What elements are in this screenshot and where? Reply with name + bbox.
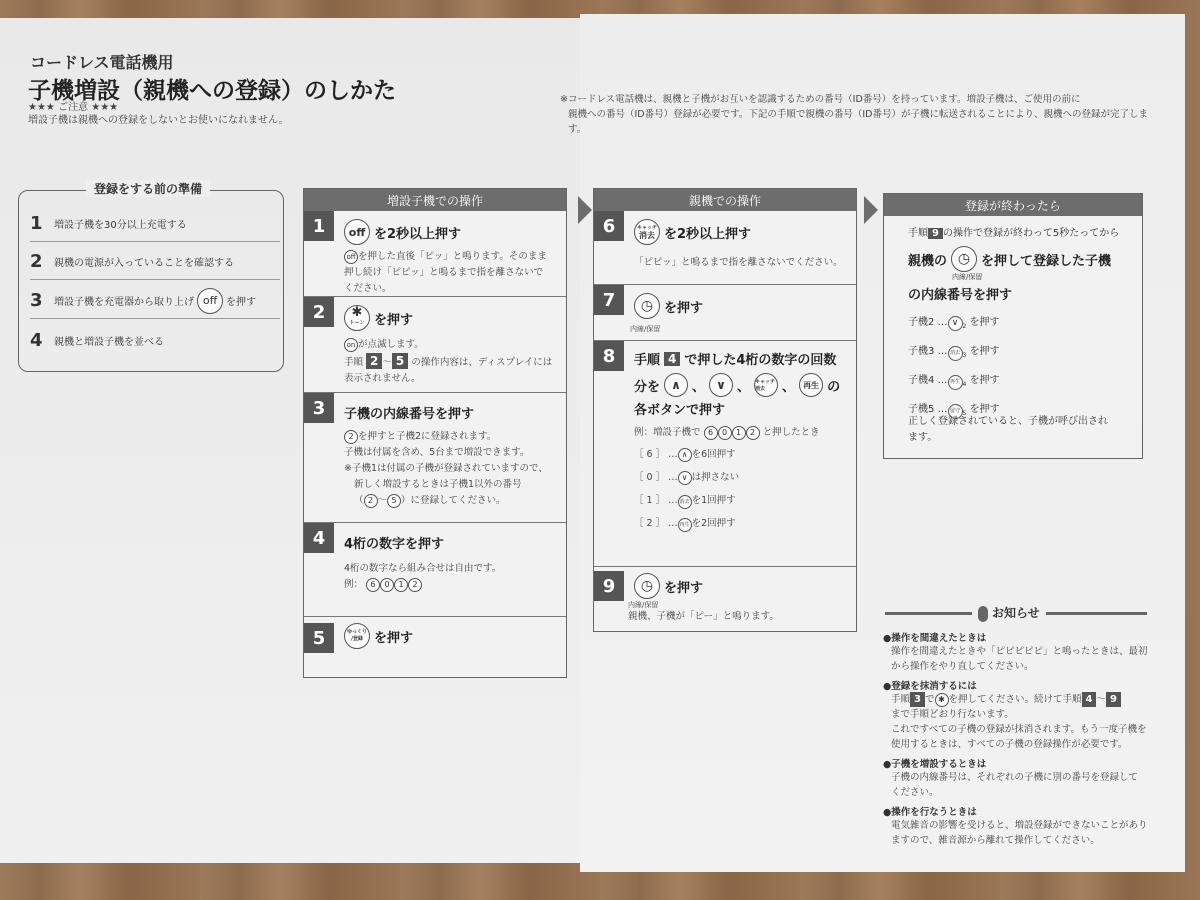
up-key-icon: ∧	[664, 373, 688, 397]
step-body	[634, 425, 820, 532]
step-ref: 4	[1082, 692, 1097, 707]
step-title: 分を ∧ 、 ∨ 、 キャッチ消去 、 再生 の	[634, 373, 840, 397]
body-line: を押した直後「ピッ」と鳴ります。そのまま	[358, 251, 547, 262]
off-key-icon: off	[344, 219, 370, 245]
step-title-text: を2秒以上押す	[374, 226, 462, 242]
step-4	[304, 523, 566, 617]
body-line: 押し続け「ピピッ」と鳴るまで指を離さないで	[344, 267, 544, 278]
step-title	[634, 349, 836, 368]
prep-item-text: 親機と増設子機を並べる	[54, 336, 164, 348]
step-ref: 9	[1106, 692, 1121, 707]
panel-header: 増設子機での操作	[304, 189, 566, 211]
extension-label: 子機5 …	[908, 404, 948, 415]
body-text: 親機の	[908, 253, 948, 269]
example-action: を1回押す	[691, 495, 736, 506]
step-title-text: を押す	[374, 630, 414, 646]
example-action: を2回押す	[691, 518, 736, 529]
body-text: の操作内容は、ディスプレイには	[411, 357, 553, 368]
step-7	[594, 285, 856, 341]
step-title-text: を押す	[374, 312, 414, 328]
extension-label: 子機4 …	[908, 375, 948, 386]
catch-delete-key-icon: 消去	[948, 346, 963, 361]
body-text: 手順	[891, 694, 911, 705]
example-digit: ［ 0 ］ …	[634, 472, 678, 483]
step-title-text: を押す	[664, 300, 704, 316]
body-text: を押して登録した子機	[981, 253, 1112, 269]
body-text: と押したとき	[762, 427, 820, 438]
body-text: 手順	[344, 357, 364, 368]
digit-key-icon: 1	[394, 578, 408, 592]
step-number: 6	[594, 211, 624, 241]
step-title-text: 分を	[634, 379, 661, 395]
step-title-text: 手順	[634, 353, 661, 368]
id-note-line: ※コードレス電話機は、親機と子機がお互いを認識するための番号（ID番号）を持っています。増設子機は、ご使用の前に	[560, 94, 1081, 105]
child-operation-panel	[303, 188, 567, 678]
step-title: 4桁の数字を押す	[344, 537, 445, 552]
page-title: 子機増設（親機への登録）のしかた	[28, 78, 396, 104]
digit-key-icon: 2	[408, 578, 422, 592]
notice-title-text: お知らせ	[992, 606, 1040, 620]
id-note-line: 親機への番号（ID番号）登録が必要です。下記の手順で親機の番号（ID番号）が子機に転送されることにより、親機への登録が完了します。	[568, 109, 1148, 135]
step-body: 2 を押すと子機2に登録されます。 子機は付属を含め、5台まで増設できます。 ※子機1は付属の子機が登録されていますので、 新しく増設するときは子機1以外の番号 （ 2 〜 5 ）に登録してください。	[344, 431, 548, 506]
step-title-text: を2秒以上押す	[664, 226, 752, 242]
body-line: 4桁の数字なら組み合せは自由です。	[344, 563, 502, 574]
notice-line: から操作をやり直してください。	[891, 661, 1034, 672]
extension-label: 子機3 …	[908, 346, 948, 357]
notice-heading: ●操作を間違えたときは	[883, 633, 987, 644]
key-label-bottom: 消去	[639, 231, 655, 240]
notice-line: これですべての子機の登録が抹消されます。もう一度子機を	[891, 724, 1147, 735]
body-text: を押す	[969, 404, 1000, 415]
step-9	[594, 567, 856, 631]
prep-item-text: 増設子機を30分以上充電する	[54, 220, 187, 231]
step-8	[594, 341, 856, 567]
step-ref: 3	[910, 692, 925, 707]
key-label-bottom: /登録	[351, 636, 363, 642]
prep-item-number: 2	[30, 251, 43, 272]
catch-delete-key-icon: 消去	[678, 495, 692, 509]
tone-key-icon	[344, 305, 370, 331]
key-caption: 内線/保留	[628, 601, 659, 609]
notice-list	[883, 630, 1153, 848]
body-text: 例：増設子機で	[634, 427, 701, 438]
example-action: を6回押す	[691, 449, 736, 460]
subtitle: コードレス電話機用	[30, 53, 174, 72]
step-6	[594, 211, 856, 285]
down-key-icon: ∨	[678, 471, 692, 485]
step-number: 3	[304, 393, 334, 423]
caution-text: 増設子機は親機への登録をしないとお使いになれません。	[28, 115, 289, 126]
done-instruction	[908, 246, 1111, 272]
prep-item-text: 親機の電源が入っていることを確認する	[54, 258, 234, 269]
step-ref: 4	[664, 352, 680, 366]
example-digit: ［ 1 ］ …	[634, 495, 678, 506]
digit-key-icon: 0	[718, 426, 732, 440]
notice-heading: ●登録を抹消するには	[883, 681, 977, 692]
notice-line: 子機の内線番号は、それぞれの子機に別の番号を登録して	[891, 772, 1139, 783]
key-digit: 4	[962, 381, 967, 388]
notice-line: 電気雑音の影響を受けると、増設登録ができないことがあり	[891, 820, 1148, 831]
down-key-icon: ∨	[948, 316, 963, 331]
body-text: 手順	[908, 228, 928, 239]
extension-label: 子機2 …	[908, 317, 948, 328]
arrow-right-icon	[864, 196, 878, 224]
key-caption: 内線/保留	[952, 273, 983, 281]
tone-key-symbol: ✱	[351, 305, 363, 320]
slow-register-key-icon	[344, 623, 370, 649]
prep-item-number: 3	[30, 290, 43, 311]
extension-list	[908, 310, 1000, 426]
prep-item-suffix: を押す	[226, 297, 256, 308]
example-digit: ［ 6 ］ …	[634, 449, 678, 460]
step-number: 5	[304, 623, 334, 653]
panel-header: 登録が終わったら	[884, 194, 1142, 216]
step-title: 子機の内線番号を押す	[344, 407, 475, 422]
body-line: 表示されません。	[344, 373, 421, 384]
step-title	[344, 305, 413, 331]
notice-title	[972, 604, 1046, 622]
step-ref: 5	[392, 353, 408, 369]
up-key-icon: ∧	[678, 448, 692, 462]
tone-key-icon: ✱	[935, 693, 949, 707]
step-3	[304, 393, 566, 523]
body-line: 子機は付属を含め、5台まで増設できます。	[344, 447, 530, 458]
play-key-icon: 再生	[948, 375, 963, 390]
step-title	[634, 573, 703, 599]
notice-heading: ●操作を行なうときは	[883, 807, 977, 818]
digit-key-icon: 0	[380, 578, 394, 592]
body-text: 例：	[344, 579, 364, 590]
digit-key-icon: 2	[344, 430, 358, 444]
step-title-text: の	[827, 379, 841, 395]
on-indicator-icon: on	[344, 338, 358, 352]
prep-item	[30, 322, 280, 358]
digit-key-icon: 2	[364, 494, 378, 508]
step-title	[634, 219, 751, 245]
key-digit: 5	[962, 410, 967, 417]
step-ref: 9	[928, 228, 943, 239]
body-text: を押す	[969, 375, 1000, 386]
body-line: ます。	[908, 432, 938, 443]
body-text: を押してください。続けて手順	[948, 694, 1082, 705]
step-ref: 2	[366, 353, 382, 369]
notice-line: ますので、雑音源から離れて操作してください。	[891, 835, 1100, 846]
play-key-icon: 再生	[678, 518, 692, 532]
step-title: 各ボタンで押す	[634, 403, 726, 418]
done-instruction: の内線番号を押す	[908, 288, 1013, 303]
body-text: 〜	[382, 357, 392, 368]
parent-operation-panel	[593, 188, 857, 632]
digit-key-icon: 6	[366, 578, 380, 592]
after-registration-panel	[883, 193, 1143, 459]
step-title	[344, 623, 413, 649]
step-body	[344, 337, 552, 387]
catch-delete-key-icon	[634, 219, 660, 245]
notice-line: 手順 3 で ✱ を押してください。続けて手順 4 〜 9	[883, 692, 1153, 707]
catch-delete-key-icon: キャッチ消去	[754, 373, 778, 397]
tone-key-label: トーン	[349, 320, 365, 326]
down-key-icon: ∨	[709, 373, 733, 397]
off-key-icon: off	[344, 250, 358, 264]
body-text: に登録してください。	[410, 495, 506, 506]
intercom-hold-key-icon: ◷	[634, 573, 660, 599]
body-line: 新しく増設するときは子機1以外の番号	[354, 479, 522, 490]
key-label-top: ゆっくり	[347, 629, 367, 635]
step-body: 親機、子機が「ピー」と鳴ります。	[628, 611, 779, 622]
done-intro	[908, 224, 1119, 239]
step-title	[344, 219, 461, 245]
panel-header: 親機での操作	[594, 189, 856, 211]
step-number: 2	[304, 297, 334, 327]
answering-key-icon: 留守	[948, 404, 963, 419]
digit-key-icon: 6	[704, 426, 718, 440]
step-number: 9	[594, 571, 624, 601]
notice-line: 操作を間違えたときや「ピピピピピ」と鳴ったときは、最初	[891, 646, 1148, 657]
step-number: 8	[594, 341, 624, 371]
body-text: を押す	[969, 317, 1000, 328]
body-line: を押すと子機2に登録されます。	[358, 431, 497, 442]
digit-key-icon: 2	[746, 426, 760, 440]
step-title-text: で押した4桁の数字の回数	[684, 353, 837, 368]
step-title-text: を押す	[664, 580, 704, 596]
step-number: 4	[304, 523, 334, 553]
body-line: ください。	[344, 283, 392, 294]
step-body	[344, 561, 501, 593]
notice-line: ください。	[891, 787, 939, 798]
microphone-icon	[978, 606, 988, 622]
notice-line: 使用するときは、すべての子機の登録操作が必要です。	[891, 739, 1128, 750]
arrow-right-icon	[578, 196, 592, 224]
play-key-icon: 再生	[799, 373, 823, 397]
id-number-note	[560, 92, 1160, 137]
caution-heading: ★★★ ご注意 ★★★	[28, 102, 119, 113]
body-line: 正しく登録されていると、子機が呼び出され	[908, 416, 1108, 427]
key-digit: 2	[962, 323, 967, 330]
example-action: は押さない	[691, 472, 740, 483]
step-1	[304, 211, 566, 297]
prep-item-number: 1	[30, 213, 43, 234]
body-line: ※子機1は付属の子機が登録されていますので、	[344, 463, 548, 474]
intercom-hold-key-icon: ◷	[951, 246, 977, 272]
done-footer	[908, 414, 1108, 446]
notice-heading: ●子機を増設するときは	[883, 759, 987, 770]
body-line: が点滅します。	[358, 339, 424, 350]
preparation-title: 登録をする前の準備	[86, 180, 210, 197]
step-body	[344, 249, 547, 297]
step-title	[634, 293, 703, 319]
digit-key-icon: 1	[732, 426, 746, 440]
intercom-hold-key-icon: ◷	[634, 293, 660, 319]
step-2	[304, 297, 566, 393]
prep-item-number: 4	[30, 329, 43, 351]
example-digit: ［ 2 ］ …	[634, 518, 678, 529]
notice-line: まで手順どおり行ないます。	[891, 709, 1014, 720]
body-text: を押す	[969, 346, 1000, 357]
key-caption: 内線/保留	[630, 325, 661, 333]
step-body: 「ピピッ」と鳴るまで指を離さないでください。	[634, 257, 843, 268]
digit-key-icon: 5	[387, 494, 401, 508]
body-text: で	[924, 694, 935, 705]
prep-item	[30, 206, 280, 242]
step-number: 1	[304, 211, 334, 241]
step-5	[304, 617, 566, 677]
off-key-icon: off	[197, 288, 223, 314]
key-label-top: キャッチ	[636, 225, 657, 231]
body-text: の操作で登録が終わって5秒たってから	[942, 228, 1120, 239]
prep-item	[30, 283, 280, 319]
step-number: 7	[594, 285, 624, 315]
prep-item	[30, 244, 280, 280]
key-digit: 3	[962, 352, 967, 359]
prep-item-text: 増設子機を充電器から取り上げ	[54, 297, 194, 308]
